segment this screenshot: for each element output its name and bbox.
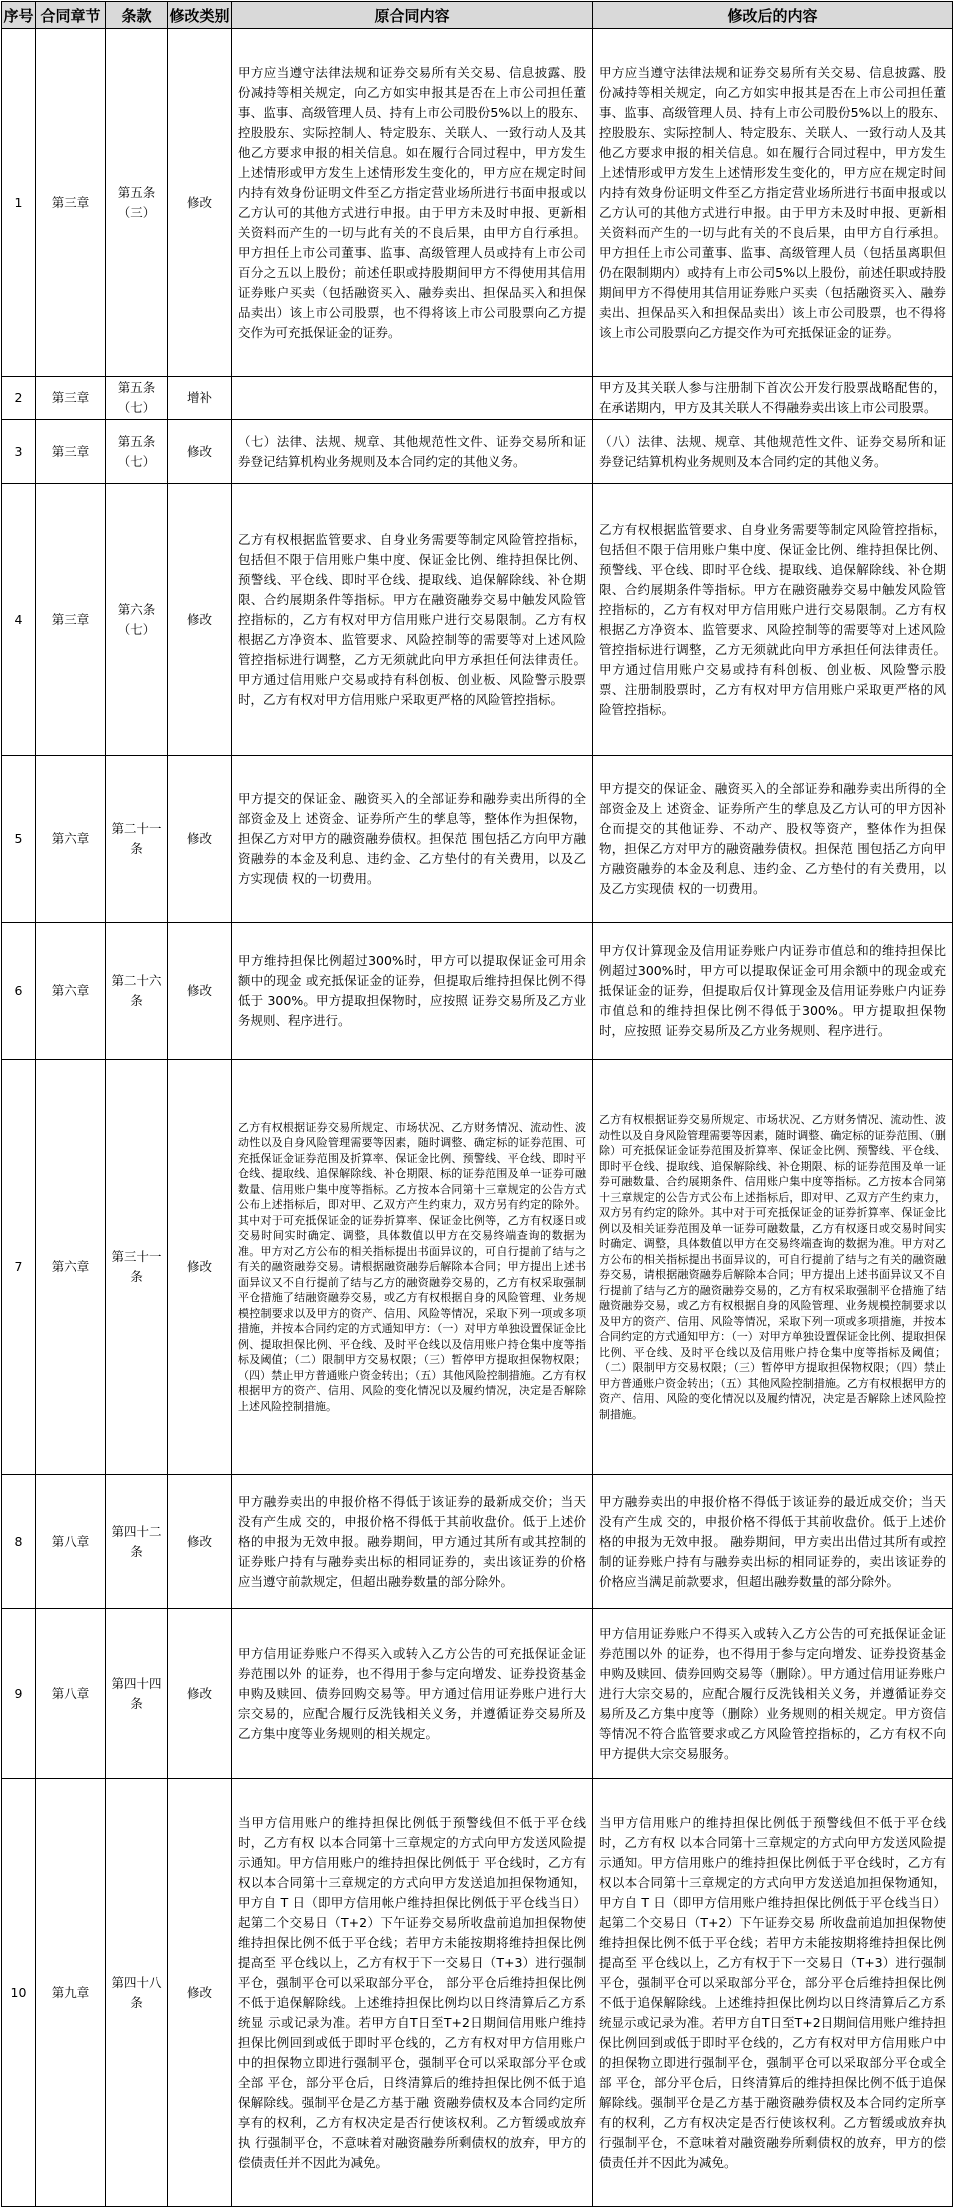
header-modified: 修改后的内容 bbox=[593, 2, 953, 29]
row-type: 修改 bbox=[168, 1779, 232, 2207]
row-chapter: 第三章 bbox=[36, 29, 106, 377]
row-original-content bbox=[232, 377, 593, 420]
row-type: 增补 bbox=[168, 377, 232, 420]
row-no: 7 bbox=[2, 1060, 36, 1475]
row-type: 修改 bbox=[168, 1475, 232, 1609]
row-no: 6 bbox=[2, 923, 36, 1060]
row-clause: 第三十一条 bbox=[106, 1060, 168, 1475]
row-chapter: 第三章 bbox=[36, 420, 106, 484]
row-original-content: 当甲方信用账户的维持担保比例低于预警线但不低于平仓线时，乙方有权 以本合同第十三章规定的方式向甲方发送风险提示通知。甲方信用账户的维持担保比例低于 平仓线时，乙方有权以本合同第十三章规定的方式向甲方发送追加担保物通知，甲方自 T 日（即甲方信用帐户维持担保比例低于平仓线当日）起第二个交易日（T+2）下午证券交易所收盘前追加担保物使维持担保比例不低于平仓线；若甲方未能按期将维持担保比例提高至 平仓线以上，乙方有权于下一交易日（T+3）进行强制平仓，强制平仓可以采取部分平仓， 部分平仓后维持担保比例不低于追保解除线。上述维持担保比例均以日终清算后乙方系统显 示或记录为准。若甲方自T日至T+2日期间信用账户维持担保比例回到或低于即时平仓线的，乙方有权对甲方信用账户中的担保物立即进行强制平仓，强制平仓可以采取部分平仓或全部 平仓，部分平仓后，日终清算后的维持担保比例不低于追保解除线。强制平仓是乙方基于融 资融券债权及本合同约定所享有的权利，乙方有权决定是否行使该权利。乙方暂缓或放弃执 行强制平仓，不意味着对融资融券所剩债权的放弃，甲方的偿债责任并不因此为减免。 bbox=[232, 1779, 593, 2207]
row-modified-content: 甲方及其关联人参与注册制下首次公开发行股票战略配售的，在承诺期内，甲方及其关联人不得融券卖出该上市公司股票。 bbox=[593, 377, 953, 420]
row-type: 修改 bbox=[168, 923, 232, 1060]
row-original-content: 甲方提交的保证金、融资买入的全部证券和融券卖出所得的全部资金及上 述资金、证券所产生的孳息等，整体作为担保物，担保乙方对甲方的融资融券债权。担保范 围包括乙方向甲方融资融券的本金及利息、违约金、乙方垫付的有关费用，以及乙方实现债 权的一切费用。 bbox=[232, 756, 593, 923]
table-row bbox=[2, 484, 953, 756]
table-row bbox=[2, 756, 953, 923]
header-original: 原合同内容 bbox=[232, 2, 593, 29]
row-original-content: （七）法律、法规、规章、其他规范性文件、证券交易所和证券登记结算机构业务规则及本合同约定的其他义务。 bbox=[232, 420, 593, 484]
row-chapter: 第八章 bbox=[36, 1475, 106, 1609]
header-chapter: 合同章节 bbox=[36, 2, 106, 29]
table-row bbox=[2, 29, 953, 377]
row-original-content: 甲方融券卖出的申报价格不得低于该证券的最新成交价；当天没有产生成 交的，申报价格不得低于其前收盘价。低于上述价格的申报为无效申报。融券期间，甲方通过其所有或其控制的证券账户持有与融券卖出标的相同证券的，卖出该证券的价格应当遵守前款规定，但超出融券数量的部分除外。 bbox=[232, 1475, 593, 1609]
row-clause: 第二十六条 bbox=[106, 923, 168, 1060]
row-original-content: 甲方维持担保比例超过300%时，甲方可以提取保证金可用余额中的现金 或充抵保证金的证券，但提取后维持担保比例不得低于 300%。甲方提取担保物时，应按照 证券交易所及乙方业务规则、程序进行。 bbox=[232, 923, 593, 1060]
table-row bbox=[2, 1609, 953, 1779]
row-no: 1 bbox=[2, 29, 36, 377]
row-modified-content: 乙方有权根据监管要求、自身业务需要等制定风险管控指标，包括但不限于信用账户集中度、保证金比例、维持担保比例、预警线、平仓线、即时平仓线、提取线、追保解除线、补仓期限、合约展期条件等指标。甲方在融资融券交易中触发风险管控指标的，乙方有权对甲方信用账户进行交易限制。乙方有权根据乙方净资本、监管要求、风险控制等的需要等对上述风险管控指标进行调整，乙方无须就此向甲方承担任何法律责任。甲方通过信用账户交易或持有科创板、创业板、风险警示股票、注册制股票时，乙方有权对甲方信用账户采取更严格的风险管控指标。 bbox=[593, 484, 953, 756]
row-chapter: 第八章 bbox=[36, 1609, 106, 1779]
row-modified-content: 甲方信用证券账户不得买入或转入乙方公告的可充抵保证金证券范围以外 的证券，也不得用于参与定向增发、证券投资基金申购及赎回、债券回购交易等（删除）。甲方通过信用证券账户进行大宗交易的，应配合履行反洗钱相关义务，并遵循证券交易所及乙方集中度等（删除）业务规则的相关规定。甲方资信等情况不符合监管要求或乙方风险管控指标的，乙方有权不向甲方提供大宗交易服务。 bbox=[593, 1609, 953, 1779]
row-original-content: 乙方有权根据证券交易所规定、市场状况、乙方财务情况、流动性、波动性以及自身风险管理需要等因素，随时调整、确定标的证券范围、可充抵保证金证券范围及折算率、保证金比例、预警线、平仓线、即时平仓线、提取线、追保解除线、补仓期限、标的证券范围及单一证券可融数量、信用账户集中度等指标。乙方按本合同第十三章规定的公告方式公布上述指标后，即对甲、乙双方产生约束力，双方另有约定的除外。其中对于可充抵保证金的证券折算率、保证金比例等，乙方有权逐日或交易时间实时确定、调整，具体数值以甲方在交易终端查询的数据为准。甲方对乙方公布的相关指标提出书面异议的，可自行提前了结与之有关的融资融券交易。请根据融资融券后解除本合同；甲方提出上述书面异议又不自行提前了结与乙方的融资融券交易的，乙方有权采取强制平仓措施了结融资融券交易，或乙方有权根据自身的风险管理、业务规模控制要求以及甲方的资产、信用、风险等情况，采取下列一项或多项措施，并按本合同约定的方式通知甲方：（一）对甲方单独设置保证金比例、提取担保比例、平仓线、及时平仓线以及信用账户持仓集中度等指标及阈值；（二）限制甲方交易权限；（三）暂停甲方提取担保物权限；（四）禁止甲方普通账户资金转出；（五）其他风险控制措施。乙方有权根据甲方的资产、信用、风险的变化情况以及履约情况，决定是否解除上述风险控制措施。 bbox=[232, 1060, 593, 1475]
row-clause: 第五条（七） bbox=[106, 377, 168, 420]
row-no: 4 bbox=[2, 484, 36, 756]
row-type: 修改 bbox=[168, 1609, 232, 1779]
row-chapter: 第六章 bbox=[36, 756, 106, 923]
row-type: 修改 bbox=[168, 484, 232, 756]
row-chapter: 第三章 bbox=[36, 484, 106, 756]
amendment-table bbox=[1, 1, 953, 2207]
row-original-content: 乙方有权根据监管要求、自身业务需要等制定风险管控指标，包括但不限于信用账户集中度、保证金比例、维持担保比例、预警线、平仓线、即时平仓线、提取线、追保解除线、补仓期限、合约展期条件等指标。甲方在融资融券交易中触发风险管控指标的，乙方有权对甲方信用账户进行交易限制。乙方有权根据乙方净资本、监管要求、风险控制等的需要等对上述风险管控指标进行调整，乙方无须就此向甲方承担任何法律责任。甲方通过信用账户交易或持有科创板、创业板、风险警示股票时，乙方有权对甲方信用账户采取更严格的风险管控指标。 bbox=[232, 484, 593, 756]
row-modified-content: 乙方有权根据证券交易所规定、市场状况、乙方财务情况、流动性、波动性以及自身风险管理需要等因素，随时调整、确定标的证券范围、（删除）可充抵保证金证券范围及折算率、保证金比例、预警线、平仓线、即时平仓线、提取线、追保解除线、补仓期限、标的证券范围及单一证券可融数量、合约展期条件、信用账户集中度等指标。乙方按本合同第十三章规定的公告方式公布上述指标后，即对甲、乙双方产生约束力，双方另有约定的除外。其中对于可充抵保证金的证券折算率、保证金比例以及相关证券范围及单一证券可融数量，乙方有权逐日或交易时间实时确定、调整，具体数值以甲方在交易终端查询的数据为准。甲方对乙方公布的相关指标提出书面异议的，可自行提前了结与之有关的融资融券交易，请根据融资融券后解除本合同；甲方提出上述书面异议又不自行提前了结与乙方的融资融券交易的，乙方有权采取强制平仓措施了结融资融券交易，或乙方有权根据自身的风险管理、业务规模控制要求以及甲方的资产、信用、风险等情况，采取下列一项或多项措施，并按本合同约定的方式通知甲方：（一）对甲方单独设置保证金比例、提取担保比例、平仓线、及时平仓线以及信用账户持仓集中度等指标及阈值；（二）限制甲方交易权限；（三）暂停甲方提取担保物权限；（四）禁止甲方普通账户资金转出；（五）其他风险控制措施。乙方有权根据甲方的资产、信用、风险的变化情况以及履约情况，决定是否解除上述风险控制措施。 bbox=[593, 1060, 953, 1475]
row-no: 9 bbox=[2, 1609, 36, 1779]
row-type: 修改 bbox=[168, 1060, 232, 1475]
row-original-content: 甲方信用证券账户不得买入或转入乙方公告的可充抵保证金证券范围以外 的证券，也不得用于参与定向增发、证券投资基金申购及赎回、债券回购交易等。甲方通过信用证券账户进行大宗交易的，应配合履行反洗钱相关义务，并遵循证券交易所及乙方集中度等业务规则的相关规定。 bbox=[232, 1609, 593, 1779]
table-row bbox=[2, 420, 953, 484]
row-modified-content: （八）法律、法规、规章、其他规范性文件、证券交易所和证券登记结算机构业务规则及本合同约定的其他义务。 bbox=[593, 420, 953, 484]
header-clause: 条款 bbox=[106, 2, 168, 29]
row-chapter: 第六章 bbox=[36, 1060, 106, 1475]
row-clause: 第五条（三） bbox=[106, 29, 168, 377]
row-clause: 第六条（七） bbox=[106, 484, 168, 756]
row-type: 修改 bbox=[168, 29, 232, 377]
row-no: 2 bbox=[2, 377, 36, 420]
table-row bbox=[2, 923, 953, 1060]
row-no: 10 bbox=[2, 1779, 36, 2207]
row-chapter: 第九章 bbox=[36, 1779, 106, 2207]
row-type: 修改 bbox=[168, 420, 232, 484]
row-chapter: 第三章 bbox=[36, 377, 106, 420]
row-modified-content: 甲方应当遵守法律法规和证券交易所有关交易、信息披露、股份减持等相关规定，向乙方如实申报其是否在上市公司担任董事、监事、高级管理人员、持有上市公司股份5%以上的股东、控股股东、实际控制人、特定股东、关联人、一致行动人及其他乙方要求申报的相关信息。如在履行合同过程中，甲方发生上述情形或甲方发生上述情形发生变化的，甲方应在规定时间内持有效身份证明文件至乙方指定营业场所进行书面申报或以乙方认可的其他方式进行申报。由于甲方未及时申报、更新相关资料而产生的一切与此有关的不良后果，由甲方自行承担。甲方担任上市公司董事、监事、高级管理人员（包括虽离职但仍在限制期内）或持有上市公司5%以上股份，前述任职或持股期间甲方不得使用其信用证券账户买卖（包括融资买入、融券卖出、担保品买入和担保品卖出）该上市公司股票，也不得将该上市公司股票向乙方提交作为可充抵保证金的证券。 bbox=[593, 29, 953, 377]
row-chapter: 第六章 bbox=[36, 923, 106, 1060]
row-clause: 第五条（七） bbox=[106, 420, 168, 484]
row-type: 修改 bbox=[168, 756, 232, 923]
table-row bbox=[2, 1475, 953, 1609]
row-clause: 第二十一条 bbox=[106, 756, 168, 923]
row-no: 8 bbox=[2, 1475, 36, 1609]
table-row bbox=[2, 1060, 953, 1475]
row-modified-content: 当甲方信用账户的维持担保比例低于预警线但不低于平仓线时，乙方有权 以本合同第十三章规定的方式向甲方发送风险提示通知。甲方信用账户的维持担保比例低于平仓线时，乙方有权以本合同第十三章规定的方式向甲方发送追加担保物通知，甲方自 T 日（即甲方信用账户维持担保比例低于平仓线当日）起第二个交易日（T+2）下午证券交易 所收盘前追加担保物使维持担保比例不低于平仓线；若甲方未能按期将维持担保比例提高至 平仓线以上，乙方有权于下一交易日（T+3）进行强制平仓，强制平仓可以采取部分平仓，部分平仓后维持担保比例不低于追保解除线。上述维持担保比例均以日终清算后乙方系统显示或记录为准。若甲方自T日至T+2日期间信用账户维持担保比例回到或低于即时平仓线的，乙方有权对甲方信用账户中的担保物立即进行强制平仓，强制平仓可以采取部分平仓或全部 平仓，部分平仓后，日终清算后的维持担保比例不低于追保解除线。强制平仓是乙方基于融资融券债权及本合同约定所享有的权利，乙方有权决定是否行使该权利。乙方暂缓或放弃执行强制平仓，不意味着对融资融券所剩债权的放弃，甲方的偿债责任并不因此为减免。 bbox=[593, 1779, 953, 2207]
table-row bbox=[2, 1779, 953, 2207]
row-clause: 第四十四条 bbox=[106, 1609, 168, 1779]
row-original-content: 甲方应当遵守法律法规和证券交易所有关交易、信息披露、股份减持等相关规定，向乙方如实申报其是否在上市公司担任董事、监事、高级管理人员、持有上市公司股份5%以上的股东、控股股东、实际控制人、特定股东、关联人、一致行动人及其他乙方要求申报的相关信息。如在履行合同过程中，甲方发生上述情形或甲方发生上述情形发生变化的，甲方应在规定时间内持有效身份证明文件至乙方指定营业场所进行书面申报或以乙方认可的其他方式进行申报。由于甲方未及时申报、更新相关资料而产生的一切与此有关的不良后果，由甲方自行承担。甲方担任上市公司董事、监事、高级管理人员或持有上市公司百分之五以上股份；前述任职或持股期间甲方不得使用其信用证券账户买卖（包括融资买入、融券卖出、担保品买入和担保品卖出）该上市公司股票，也不得将该上市公司股票向乙方提交作为可充抵保证金的证券。 bbox=[232, 29, 593, 377]
row-modified-content: 甲方融券卖出的申报价格不得低于该证券的最近成交价；当天没有产生成 交的，申报价格不得低于其前收盘价。低于上述价格的申报为无效申报。 融券期间，甲方卖出出借过其所有或控制的证券账户持有与融券卖出标的相同证券的，卖出该证券的价格应当满足前款要求，但超出融券数量的部分除外。 bbox=[593, 1475, 953, 1609]
table-header-row bbox=[2, 2, 953, 29]
row-no: 5 bbox=[2, 756, 36, 923]
row-modified-content: 甲方提交的保证金、融资买入的全部证券和融券卖出所得的全部资金及上 述资金、证券所产生的孳息及乙方认可的甲方因补仓而提交的其他证券、不动产、股权等资产，整体作为担保物，担保乙方对甲方的融资融券债权。担保范 围包括乙方向甲方融资融券的本金及利息、违约金、乙方垫付的有关费用，以及乙方实现债 权的一切费用。 bbox=[593, 756, 953, 923]
header-type: 修改类别 bbox=[168, 2, 232, 29]
row-clause: 第四十二条 bbox=[106, 1475, 168, 1609]
table-row bbox=[2, 377, 953, 420]
row-modified-content: 甲方仅计算现金及信用证券账户内证券市值总和的维持担保比例超过300%时，甲方可以提取保证金可用余额中的现金或充抵保证金的证券，但提取后仅计算现金及信用证券账户内证券市值总和的维持担保比例不得低于300%。甲方提取担保物时，应按照 证券交易所及乙方业务规则、程序进行。 bbox=[593, 923, 953, 1060]
row-clause: 第四十八条 bbox=[106, 1779, 168, 2207]
header-no: 序号 bbox=[2, 2, 36, 29]
row-no: 3 bbox=[2, 420, 36, 484]
